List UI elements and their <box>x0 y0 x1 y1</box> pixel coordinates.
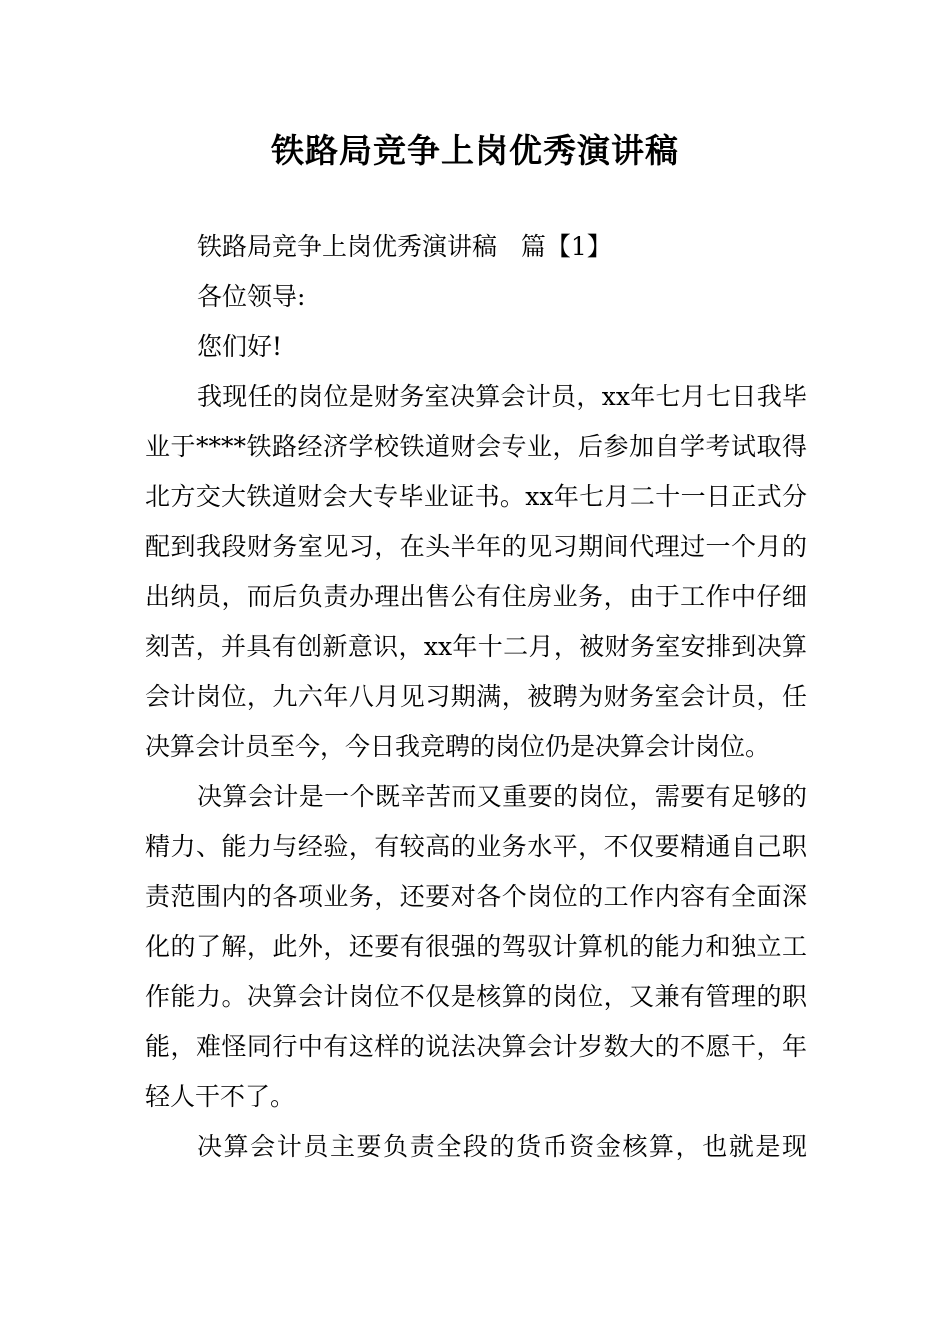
paragraph-role-description: 决算会计是一个既辛苦而又重要的岗位，需要有足够的精力、能力与经验，有较高的业务水平，不仅要精通自己职责范围内的各项业务，还要对各个岗位的工作内容有全面深化的了解，此外，还要有很强的驾驭计算机的能力和独立工作能力。决算会计岗位不仅是核算的岗位，又兼有管理的职能，难怪同行中有这样的说法决算会计岁数大的不愿干，年轻人干不了。 <box>145 782 807 1111</box>
paragraph-salutation: 各位领导: <box>197 282 306 311</box>
document-body <box>145 222 807 1172</box>
document-title: 铁路局竞争上岗优秀演讲稿 <box>271 131 679 170</box>
paragraph-duties: 决算会计员主要负责全段的货币资金核算，也就是现 <box>197 1132 807 1161</box>
paragraph-heading: 铁路局竞争上岗优秀演讲稿 篇【1】 <box>197 232 612 261</box>
paragraph-greeting: 您们好! <box>197 332 283 361</box>
paragraph-current-position: 我现任的岗位是财务室决算会计员，xx年七月七日我毕业于****铁路经济学校铁道财会专业，后参加自学考试取得北方交大铁道财会大专毕业证书。xx年七月二十一日正式分配到我段财务室见习，在头半年的见习期间代理过一个月的出纳员，而后负责办理出售公有住房业务，由于工作中仔细刻苦，并具有创新意识，xx年十二月，被财务室安排到决算会计岗位，九六年八月见习期满，被聘为财务室会计员，任决算会计员至今，今日我竞聘的岗位仍是决算会计岗位。 <box>145 382 807 761</box>
